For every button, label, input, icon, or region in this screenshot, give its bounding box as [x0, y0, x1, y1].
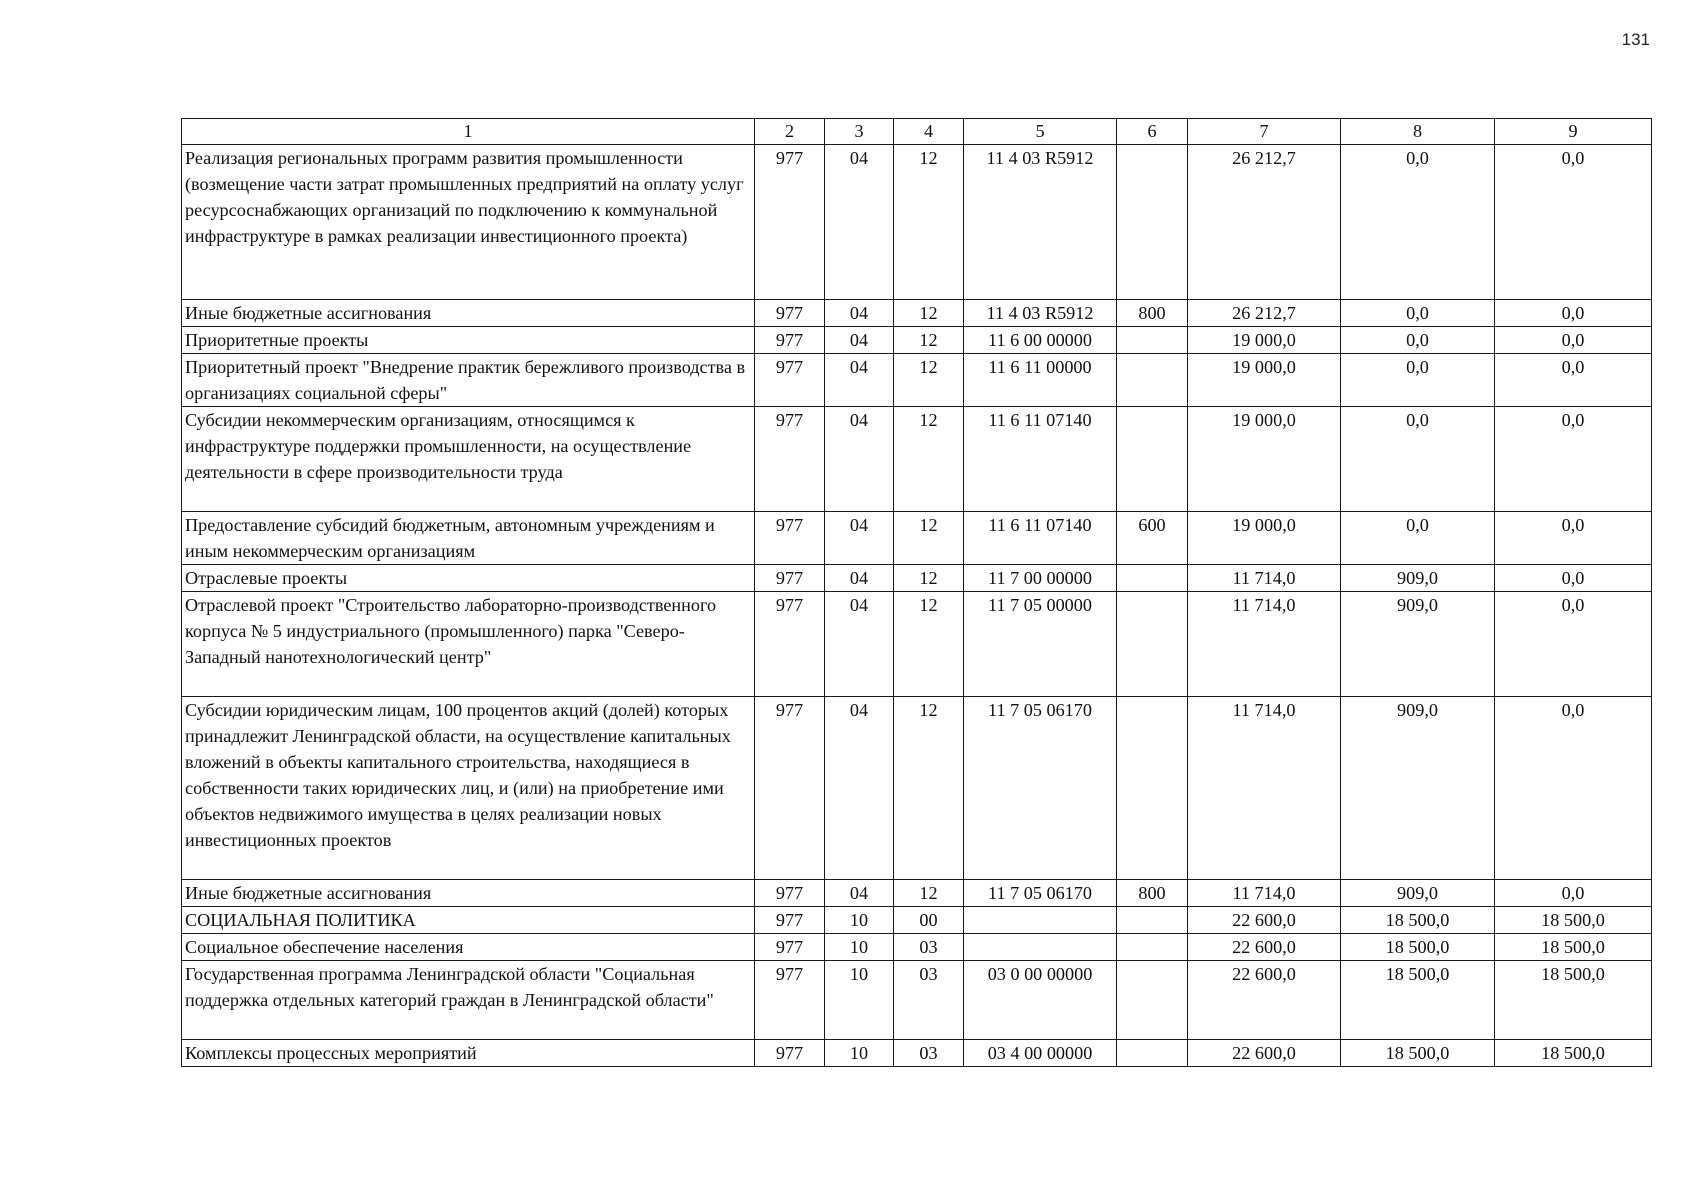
row-col5-cell: 11 7 05 06170 — [964, 880, 1117, 907]
column-header-1: 1 — [182, 119, 755, 145]
row-col8-cell: 0,0 — [1341, 354, 1495, 407]
row-col3-cell: 04 — [825, 592, 894, 697]
column-header-6: 6 — [1117, 119, 1188, 145]
column-header-9: 9 — [1495, 119, 1652, 145]
row-col9-cell: 0,0 — [1495, 592, 1652, 697]
row-col3-cell: 10 — [825, 907, 894, 934]
row-name-cell: Иные бюджетные ассигнования — [182, 300, 755, 327]
row-col5-cell: 11 4 03 R5912 — [964, 145, 1117, 300]
row-col8-cell: 0,0 — [1341, 327, 1495, 354]
row-name-cell: Приоритетные проекты — [182, 327, 755, 354]
row-col3-cell: 04 — [825, 880, 894, 907]
row-col6-cell — [1117, 407, 1188, 512]
row-col9-cell: 0,0 — [1495, 145, 1652, 300]
row-col8-cell: 18 500,0 — [1341, 907, 1495, 934]
row-col7-cell: 26 212,7 — [1188, 145, 1341, 300]
page-number: 131 — [1621, 30, 1650, 49]
table-row — [182, 1040, 1652, 1067]
row-col6-cell — [1117, 934, 1188, 961]
row-col6-cell — [1117, 354, 1188, 407]
row-col4-cell: 12 — [894, 354, 964, 407]
row-col2-cell: 977 — [755, 407, 825, 512]
row-col9-cell: 18 500,0 — [1495, 934, 1652, 961]
row-col2-cell: 977 — [755, 300, 825, 327]
row-col6-cell — [1117, 1040, 1188, 1067]
row-col4-cell: 12 — [894, 300, 964, 327]
column-header-5: 5 — [964, 119, 1117, 145]
row-col4-cell: 12 — [894, 407, 964, 512]
row-col3-cell: 04 — [825, 407, 894, 512]
column-header-4: 4 — [894, 119, 964, 145]
row-col5-cell: 11 7 05 00000 — [964, 592, 1117, 697]
row-col2-cell: 977 — [755, 697, 825, 880]
row-col7-cell: 19 000,0 — [1188, 512, 1341, 565]
row-col2-cell: 977 — [755, 934, 825, 961]
row-col4-cell: 12 — [894, 512, 964, 565]
row-col2-cell: 977 — [755, 145, 825, 300]
row-col8-cell: 0,0 — [1341, 145, 1495, 300]
row-col9-cell: 18 500,0 — [1495, 961, 1652, 1040]
column-header-8: 8 — [1341, 119, 1495, 145]
table-row — [182, 880, 1652, 907]
row-col3-cell: 04 — [825, 354, 894, 407]
row-col2-cell: 977 — [755, 880, 825, 907]
row-col7-cell: 11 714,0 — [1188, 697, 1341, 880]
row-name-cell: Предоставление субсидий бюджетным, автономным учреждениям и иным некоммерческим организациям — [182, 512, 755, 565]
row-col5-cell — [964, 934, 1117, 961]
row-col6-cell: 800 — [1117, 300, 1188, 327]
row-col7-cell: 22 600,0 — [1188, 907, 1341, 934]
row-col3-cell: 04 — [825, 300, 894, 327]
row-col3-cell: 04 — [825, 512, 894, 565]
row-col8-cell: 0,0 — [1341, 407, 1495, 512]
row-name-cell: СОЦИАЛЬНАЯ ПОЛИТИКА — [182, 907, 755, 934]
row-col9-cell: 18 500,0 — [1495, 1040, 1652, 1067]
row-name-cell: Отраслевые проекты — [182, 565, 755, 592]
row-col3-cell: 04 — [825, 565, 894, 592]
row-col5-cell: 11 4 03 R5912 — [964, 300, 1117, 327]
row-col2-cell: 977 — [755, 512, 825, 565]
row-col7-cell: 11 714,0 — [1188, 592, 1341, 697]
row-name-cell: Субсидии некоммерческим организациям, относящимся к инфраструктуре поддержки промышленности, на осуществление деятельности в сфере производительности труда — [182, 407, 755, 512]
row-col7-cell: 22 600,0 — [1188, 934, 1341, 961]
row-col6-cell — [1117, 907, 1188, 934]
row-col6-cell — [1117, 565, 1188, 592]
row-col8-cell: 909,0 — [1341, 565, 1495, 592]
row-col6-cell — [1117, 145, 1188, 300]
row-col9-cell: 0,0 — [1495, 512, 1652, 565]
row-col4-cell: 12 — [894, 592, 964, 697]
row-col3-cell: 10 — [825, 934, 894, 961]
row-col5-cell: 11 7 00 00000 — [964, 565, 1117, 592]
row-col9-cell: 0,0 — [1495, 565, 1652, 592]
row-col8-cell: 0,0 — [1341, 512, 1495, 565]
row-col5-cell: 11 6 11 07140 — [964, 407, 1117, 512]
budget-table — [181, 118, 1652, 1067]
row-col6-cell: 600 — [1117, 512, 1188, 565]
row-col4-cell: 12 — [894, 327, 964, 354]
row-col9-cell: 0,0 — [1495, 697, 1652, 880]
row-col5-cell: 11 6 11 07140 — [964, 512, 1117, 565]
row-name-cell: Субсидии юридическим лицам, 100 процентов акций (долей) которых принадлежит Ленинградской области, на осуществление капитальных вложений в объекты капитального строительства, находящиеся в собственности таких юридических лиц, и (или) на приобретение ими объектов недвижимого имущества в целях реализации новых инвестиционных проектов — [182, 697, 755, 880]
row-col9-cell: 0,0 — [1495, 327, 1652, 354]
row-col2-cell: 977 — [755, 907, 825, 934]
column-header-3: 3 — [825, 119, 894, 145]
table-row — [182, 354, 1652, 407]
row-col8-cell: 0,0 — [1341, 300, 1495, 327]
table-row — [182, 961, 1652, 1040]
row-col8-cell: 18 500,0 — [1341, 934, 1495, 961]
row-name-cell: Комплексы процессных мероприятий — [182, 1040, 755, 1067]
row-col8-cell: 909,0 — [1341, 592, 1495, 697]
table-row — [182, 145, 1652, 300]
table-row — [182, 300, 1652, 327]
row-col2-cell: 977 — [755, 327, 825, 354]
row-col7-cell: 26 212,7 — [1188, 300, 1341, 327]
row-col6-cell — [1117, 961, 1188, 1040]
row-col2-cell: 977 — [755, 961, 825, 1040]
column-header-7: 7 — [1188, 119, 1341, 145]
table-row — [182, 934, 1652, 961]
row-col5-cell: 03 0 00 00000 — [964, 961, 1117, 1040]
row-col2-cell: 977 — [755, 354, 825, 407]
table-body — [182, 145, 1652, 1067]
row-name-cell: Приоритетный проект "Внедрение практик бережливого производства в организациях социальной сферы" — [182, 354, 755, 407]
table-header-row — [182, 119, 1652, 145]
row-col4-cell: 12 — [894, 880, 964, 907]
row-col8-cell: 909,0 — [1341, 880, 1495, 907]
row-col2-cell: 977 — [755, 592, 825, 697]
row-col7-cell: 19 000,0 — [1188, 354, 1341, 407]
row-col9-cell: 0,0 — [1495, 880, 1652, 907]
row-col5-cell: 11 7 05 06170 — [964, 697, 1117, 880]
row-col3-cell: 10 — [825, 1040, 894, 1067]
row-col7-cell: 22 600,0 — [1188, 1040, 1341, 1067]
row-col8-cell: 909,0 — [1341, 697, 1495, 880]
row-col7-cell: 11 714,0 — [1188, 565, 1341, 592]
row-col8-cell: 18 500,0 — [1341, 961, 1495, 1040]
row-name-cell: Отраслевой проект "Строительство лабораторно-производственного корпуса № 5 индустриального (промышленного) парка "Северо-Западный нанотехнологический центр" — [182, 592, 755, 697]
row-col6-cell — [1117, 592, 1188, 697]
row-col6-cell — [1117, 327, 1188, 354]
row-col7-cell: 11 714,0 — [1188, 880, 1341, 907]
row-col6-cell: 800 — [1117, 880, 1188, 907]
row-col3-cell: 10 — [825, 961, 894, 1040]
row-col5-cell — [964, 907, 1117, 934]
row-col5-cell: 11 6 00 00000 — [964, 327, 1117, 354]
table-row — [182, 592, 1652, 697]
row-col5-cell: 11 6 11 00000 — [964, 354, 1117, 407]
row-name-cell: Государственная программа Ленинградской области "Социальная поддержка отдельных категорий граждан в Ленинградской области" — [182, 961, 755, 1040]
row-col3-cell: 04 — [825, 327, 894, 354]
row-col4-cell: 00 — [894, 907, 964, 934]
row-col9-cell: 0,0 — [1495, 300, 1652, 327]
row-col4-cell: 03 — [894, 934, 964, 961]
row-name-cell: Иные бюджетные ассигнования — [182, 880, 755, 907]
table-row — [182, 327, 1652, 354]
row-col4-cell: 12 — [894, 565, 964, 592]
table-row — [182, 907, 1652, 934]
row-col9-cell: 18 500,0 — [1495, 907, 1652, 934]
row-col5-cell: 03 4 00 00000 — [964, 1040, 1117, 1067]
row-col4-cell: 12 — [894, 697, 964, 880]
row-col4-cell: 03 — [894, 961, 964, 1040]
row-col9-cell: 0,0 — [1495, 354, 1652, 407]
row-col3-cell: 04 — [825, 697, 894, 880]
row-col2-cell: 977 — [755, 1040, 825, 1067]
row-col7-cell: 19 000,0 — [1188, 327, 1341, 354]
row-col3-cell: 04 — [825, 145, 894, 300]
row-col4-cell: 12 — [894, 145, 964, 300]
column-header-2: 2 — [755, 119, 825, 145]
row-col7-cell: 19 000,0 — [1188, 407, 1341, 512]
table-row — [182, 407, 1652, 512]
table-row — [182, 565, 1652, 592]
row-col2-cell: 977 — [755, 565, 825, 592]
table-row — [182, 697, 1652, 880]
row-name-cell: Реализация региональных программ развития промышленности (возмещение части затрат промышленных предприятий на оплату услуг ресурсоснабжающих организаций по подключению к коммунальной инфраструктуре в рамках реализации инвестиционного проекта) — [182, 145, 755, 300]
row-col4-cell: 03 — [894, 1040, 964, 1067]
row-name-cell: Социальное обеспечение населения — [182, 934, 755, 961]
row-col9-cell: 0,0 — [1495, 407, 1652, 512]
table-row — [182, 512, 1652, 565]
row-col6-cell — [1117, 697, 1188, 880]
row-col7-cell: 22 600,0 — [1188, 961, 1341, 1040]
row-col8-cell: 18 500,0 — [1341, 1040, 1495, 1067]
